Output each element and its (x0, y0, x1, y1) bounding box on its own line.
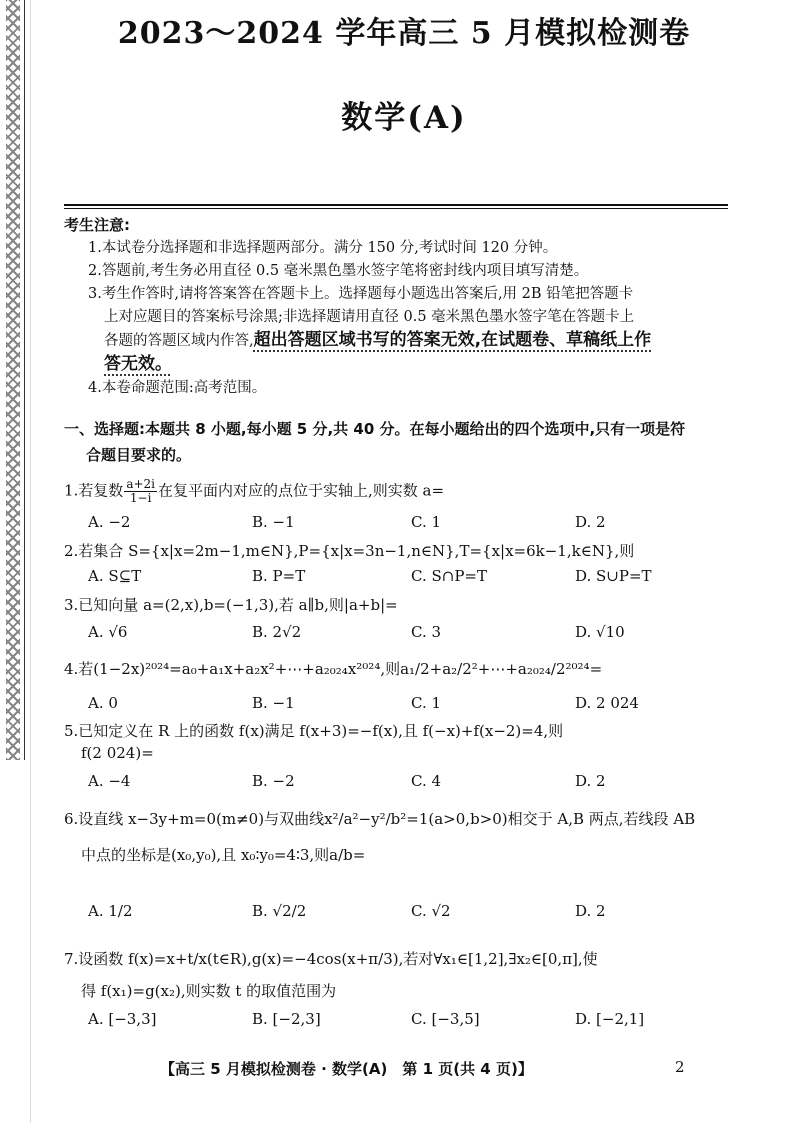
instruction-2: 2.答题前,考生务必用直径 0.5 毫米黑色墨水签字笔将密封线内项目填写清楚。 (88, 263, 589, 279)
q5-line1: 5.已知定义在 R 上的函数 f(x)满足 f(x+3)=−f(x),且 f(−x)+f(x−2)=4,则 (64, 722, 564, 740)
q1-option-b[interactable]: B. −1 (252, 513, 295, 531)
instruction-1: 1.本试卷分选择题和非选择题两部分。满分 150 分,考试时间 120 分钟。 (88, 240, 558, 256)
instructions-block (64, 214, 734, 400)
question-1 (64, 478, 734, 505)
q5-option-a[interactable]: A. −4 (88, 772, 131, 790)
q2-option-b[interactable]: B. P=T (252, 567, 306, 585)
q4-option-c[interactable]: C. 1 (411, 694, 442, 712)
question-5 (64, 720, 734, 764)
q5-line2: f(2 024)= (81, 744, 154, 762)
instruction-3-line1: 3.考生作答时,请将答案答在答题卡上。选择题每小题选出答案后,用 2B 铅笔把答题卡 (88, 286, 634, 302)
q5-option-d[interactable]: D. 2 (575, 772, 606, 790)
q6-option-d[interactable]: D. 2 (575, 902, 606, 920)
q7-options (88, 1010, 738, 1032)
divider-thin (64, 208, 728, 209)
q5-option-c[interactable]: C. 4 (411, 772, 442, 790)
binding-line (24, 0, 25, 760)
q3-option-c[interactable]: C. 3 (411, 623, 442, 641)
question-7 (64, 948, 734, 1002)
page-number: 2 (675, 1058, 685, 1076)
q6-option-a[interactable]: A. 1/2 (88, 902, 133, 920)
q1-denominator: 1−i (129, 491, 152, 505)
instruction-3-emphasis-end: 答无效。 (104, 354, 172, 374)
q7-line1: 7.设函数 f(x)=x+t/x(t∈R),g(x)=−4cos(x+π/3),若对∀x₁∈[1,2],∃x₂∈[0,π],使 (64, 950, 598, 968)
q4-options (88, 694, 738, 716)
instruction-3-emphasis: 超出答题区域书写的答案无效,在试题卷、草稿纸上作 (253, 330, 652, 350)
q2-option-a[interactable]: A. S⊆T (88, 567, 142, 585)
q4-option-a[interactable]: A. 0 (88, 694, 118, 712)
q1-option-d[interactable]: D. 2 (575, 513, 606, 531)
q4-option-d[interactable]: D. 2 024 (575, 694, 639, 712)
q6-line2: 中点的坐标是(x₀,y₀),且 x₀∶y₀=4∶3,则a/b= (81, 846, 366, 864)
q1-option-c[interactable]: C. 1 (411, 513, 442, 531)
instruction-3-line4 (64, 353, 734, 377)
instruction-3-line3 (64, 329, 734, 353)
q7-option-b[interactable]: B. [−2,3] (252, 1010, 321, 1028)
instruction-3-line2: 上对应题目的答案标号涂黑;非选择题请用直径 0.5 毫米黑色墨水签字笔在答题卡上 (104, 309, 635, 325)
question-2: 2.若集合 S={x|x=2m−1,m∈N},P={x|x=3n−1,n∈N},T={x|x=6k−1,k∈N},则 (64, 542, 635, 560)
section-heading-line2: 合题目要求的。 (86, 446, 192, 464)
q5-options (88, 772, 738, 794)
divider-thick (64, 204, 728, 206)
q3-option-b[interactable]: B. 2√2 (252, 623, 302, 641)
q3-option-d[interactable]: D. √10 (575, 623, 625, 641)
q1-fraction (124, 478, 157, 505)
q6-options (88, 902, 738, 924)
section-heading (64, 416, 734, 468)
q7-option-c[interactable]: C. [−3,5] (411, 1010, 480, 1028)
q7-option-a[interactable]: A. [−3,3] (88, 1010, 157, 1028)
q6-option-c[interactable]: C. √2 (411, 902, 451, 920)
page-title: 2023～2024 学年高三 5 月模拟检测卷 (117, 16, 691, 51)
question-6 (64, 808, 734, 866)
q1-prefix: 1.若复数 (64, 481, 124, 500)
page-footer: 【高三 5 月模拟检测卷 · 数学(A) 第 1 页(共 4 页)】 (160, 1060, 533, 1078)
q4-option-b[interactable]: B. −1 (252, 694, 295, 712)
q7-line2: 得 f(x₁)=g(x₂),则实数 t 的取值范围为 (81, 982, 337, 1000)
instruction-4: 4.本卷命题范围:高考范围。 (88, 380, 267, 396)
q2-options (88, 567, 738, 589)
q6-option-b[interactable]: B. √2/2 (252, 902, 307, 920)
binding-pattern (6, 0, 20, 760)
q2-option-c[interactable]: C. S∩P=T (411, 567, 487, 585)
q3-option-a[interactable]: A. √6 (88, 623, 128, 641)
q7-option-d[interactable]: D. [−2,1] (575, 1010, 645, 1028)
q1-options (88, 513, 738, 535)
question-4: 4.若(1−2x)²⁰²⁴=a₀+a₁x+a₂x²+⋯+a₂₀₂₄x²⁰²⁴,则a₁/2+a₂/2²+⋯+a₂₀₂₄/2²⁰²⁴= (64, 660, 603, 678)
q2-option-d[interactable]: D. S∪P=T (575, 567, 652, 585)
binding-margin (0, 0, 31, 1123)
q1-numerator: a+2i (126, 477, 155, 491)
instructions-heading: 考生注意: (64, 216, 130, 234)
q5-option-b[interactable]: B. −2 (252, 772, 295, 790)
section-heading-line1: 一、选择题:本题共 8 小题,每小题 5 分,共 40 分。在每小题给出的四个选项中,只有一项是符 (64, 420, 686, 438)
q1-option-a[interactable]: A. −2 (88, 513, 131, 531)
q6-line1: 6.设直线 x−3y+m=0(m≠0)与双曲线x²/a²−y²/b²=1(a>0,b>0)相交于 A,B 两点,若线段 AB (64, 810, 696, 828)
instruction-3-text: 各题的答题区域内作答, (104, 333, 254, 349)
q3-options (88, 623, 738, 645)
subject-title: 数学(A) (341, 100, 467, 136)
question-3: 3.已知向量 a=(2,x),b=(−1,3),若 a∥b,则|a+b|= (64, 596, 398, 614)
q1-suffix: 在复平面内对应的点位于实轴上,则实数 a= (158, 481, 445, 500)
